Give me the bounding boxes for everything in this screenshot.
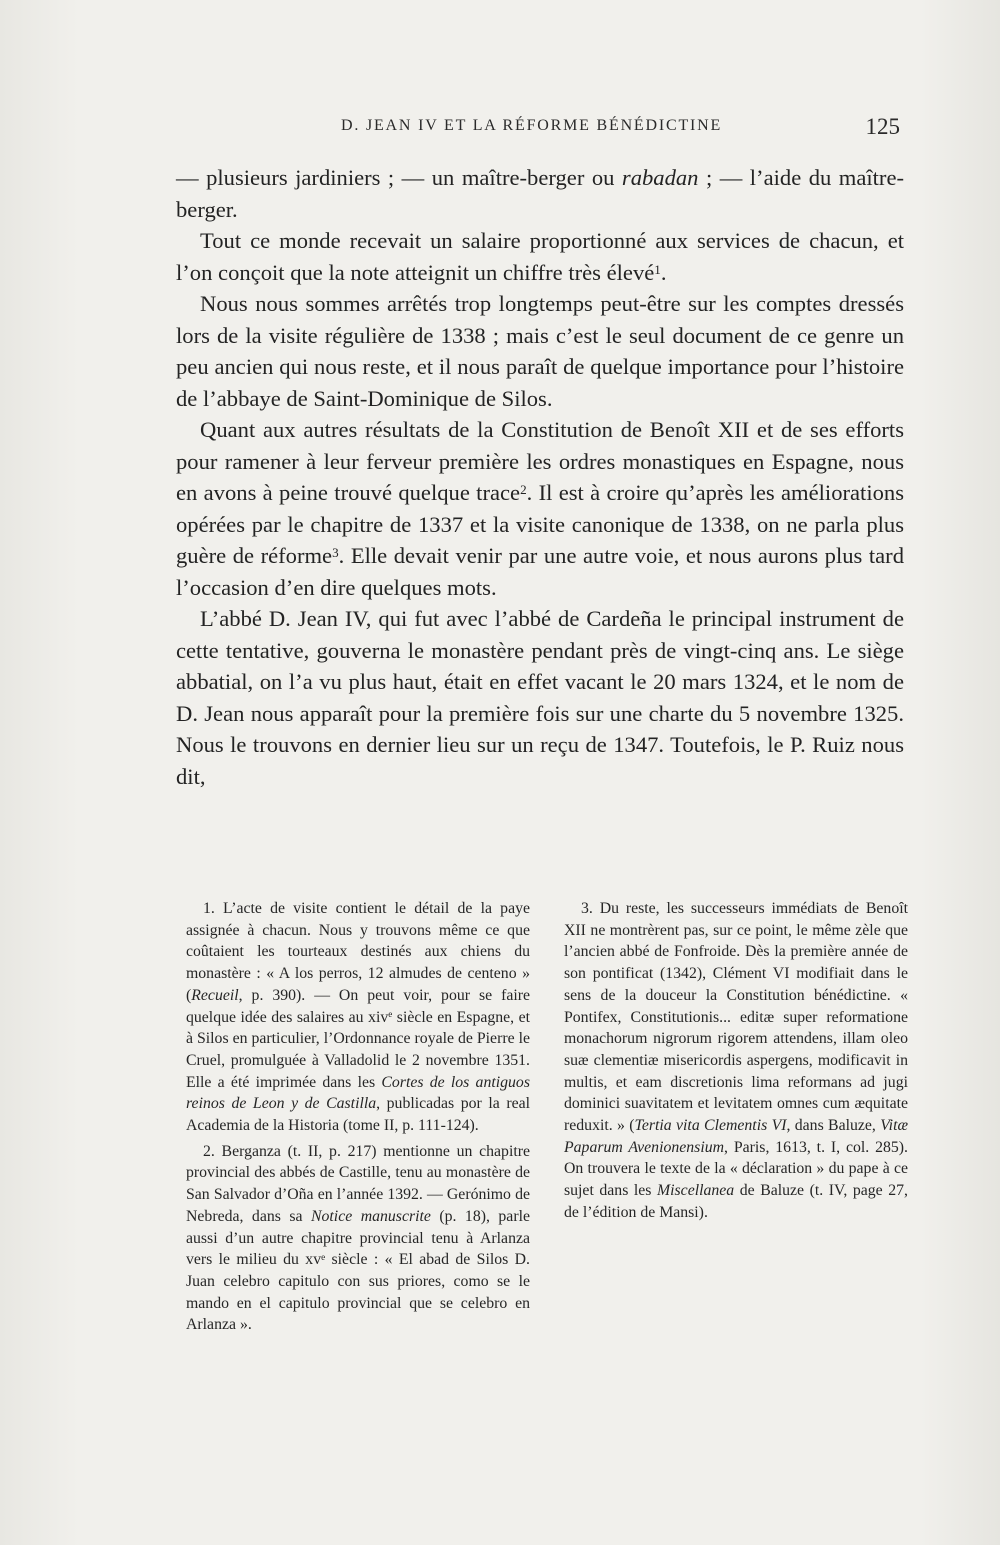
footnote-3-vitae-title: Vitæ Paparum Avenionensium xyxy=(564,1117,908,1156)
footnote-1-cortes-title: Cortes de los antiguos reinos de Leon y de Castilla xyxy=(186,1073,530,1113)
running-head xyxy=(176,114,900,144)
footnote-3-miscellanea-title: Miscellanea xyxy=(656,1182,735,1200)
paragraph-4-text-1: Quant aux autres résultats de la Constitution de Benoît XII et de ses efforts pour ramener à leur ferveur première les ordres monastiques en Espagne, nous en avons à peine trouvé quelque trace xyxy=(176,417,904,505)
footnote-ref-2: 2 xyxy=(520,482,527,498)
paragraph-4-text-2: . Il est à croire qu’après les améliorations opérées par le chapitre de 1337 et la visite canonique de 1338, on ne parla plus guère de réforme xyxy=(176,480,904,568)
running-title: D. JEAN IV ET LA RÉFORME BÉNÉDICTINE xyxy=(341,117,723,134)
footnote-3-vita-title: Tertia vita Clementis VI xyxy=(634,1117,787,1135)
footnote-3-part-b: , dans Baluze, xyxy=(786,1117,881,1135)
main-text xyxy=(176,162,904,792)
footnote-2-century: xv xyxy=(305,1251,322,1269)
footnote-1-part-d: , publicadas por la real Academia de la Historia (tome II, p. 111-124). xyxy=(186,1095,530,1135)
paragraph-2-tail: . xyxy=(660,259,667,285)
footnote-1-part-c: siècle en Espagne, et à Silos en particulier, l’Ordonnance royale de Pierre le Cruel, promulguée à Valladolid le 2 novembre 1351. Elle a été imprimée dans les xyxy=(186,1008,530,1091)
paragraph-2 xyxy=(176,225,904,288)
paragraph-1-tail: ; — l’aide du maître-berger. xyxy=(176,165,904,222)
term-rabadan: rabadan xyxy=(621,165,699,190)
footnote-2-part-c: siècle : « El abad de Silos D. Juan celebro capitulo con sus priores, como se le mando en el capitulo provincial que se celebro en Arlanza ». xyxy=(186,1251,530,1334)
page-number: 125 xyxy=(865,114,900,139)
footnote-1-century: xiv xyxy=(368,1008,389,1026)
footnote-ref-1: 1 xyxy=(654,261,661,277)
footnote-3-part-d: de Baluze (t. IV, page 27, de l’édition de Mansi). xyxy=(564,1182,908,1221)
footnote-2-part-b: (p. 18), parle aussi d’un autre chapitre provincial tenu à Arlanza vers le milieu du xyxy=(186,1207,530,1269)
footnote-ref-3: 3 xyxy=(332,545,339,561)
paragraph-3: Nous nous sommes arrêtés trop longtemps peut-être sur les comptes dressés lors de la visite régulière de 1338 ; mais c’est le seul document de ce genre un peu ancien qui nous reste, et il nous paraît de quelque importance pour l’histoire de l’abbaye de Saint-Dominique de Silos. xyxy=(176,291,904,411)
footnote-2-century-suffix: e xyxy=(321,1252,326,1263)
paragraph-2-text: Tout ce monde recevait un salaire proportionné aux services de chacun, et l’on conçoit que la note atteignit un chiffre très élevé xyxy=(176,228,904,285)
paragraph-4-text-3: . Elle devait venir par une autre voie, et nous aurons plus tard l’occasion d’en dire quelques mots. xyxy=(176,543,904,600)
footnote-1-recueil: Recueil xyxy=(191,986,239,1004)
footnote-1-century-suffix: e xyxy=(388,1009,393,1020)
footnote-1 xyxy=(186,898,530,1137)
footnote-3-part-a: 3. Du reste, les successeurs immédiats de Benoît XII ne montrèrent pas, sur ce point, le même zèle que l’ancien abbé de Fonfroide. Dès la première année de son pontificat (1342), Clément VI modifiait dans le sens de la douceur la Constitution bénédictine. « Pontifex, Constitutionis... editæ super reformatione monachorum nigrorum rigorem attendens, illam oleo suæ clementiæ misericordis aspergens, modificavit in multis, et eam discretionis lima reformans ad jugi dominici suavitatem et levitatem omnes cum æquitate reduxit. » ( xyxy=(564,900,908,1135)
footnote-column-right xyxy=(564,898,908,1340)
footnote-2 xyxy=(186,1141,530,1336)
paragraph-4 xyxy=(176,414,904,603)
footnotes xyxy=(186,898,908,1340)
footnote-2-notice-title: Notice manuscrite xyxy=(310,1207,431,1225)
footnote-2-part-a: 2. Berganza (t. II, p. 217) mentionne un chapitre provincial des abbés de Castille, tenu au monastère de San Salvador d’Oña en l’année 1392. — Gerónimo de Nebreda, dans sa xyxy=(186,1142,530,1225)
footnote-3 xyxy=(564,898,908,1224)
paragraph-5: L’abbé D. Jean IV, qui fut avec l’abbé de Cardeña le principal instrument de cette tentative, gouverna le monastère pendant près de vingt-cinq ans. Le siège abbatial, on l’a vu plus haut, était en effet vacant le 20 mars 1324, et le nom de D. Jean nous apparaît pour la première fois sur une charte du 5 novembre 1325. Nous le trouvons en dernier lieu sur un reçu de 1347. Toutefois, le P. Ruiz nous dit, xyxy=(176,606,904,789)
paragraph-1-lead: — plusieurs jardiniers ; — un maître-berger ou xyxy=(176,165,622,190)
footnote-column-left xyxy=(186,898,530,1340)
footnote-1-part-a: 1. L’acte de visite contient le détail de la paye assignée à chacun. Nous y trouvons même ce que coûtaient les tourteaux destinés aux chiens du monastère : « A los perros, 12 almudes de centeno » ( xyxy=(186,900,530,1004)
paragraph-1 xyxy=(176,162,904,225)
footnote-3-part-c: , Paris, 1613, t. I, col. 285). On trouvera le texte de la « déclaration » du pape à ce sujet dans les xyxy=(564,1138,908,1200)
footnote-1-part-b: , p. 390). — On peut voir, pour se faire quelque idée des salaires au xyxy=(186,986,530,1026)
